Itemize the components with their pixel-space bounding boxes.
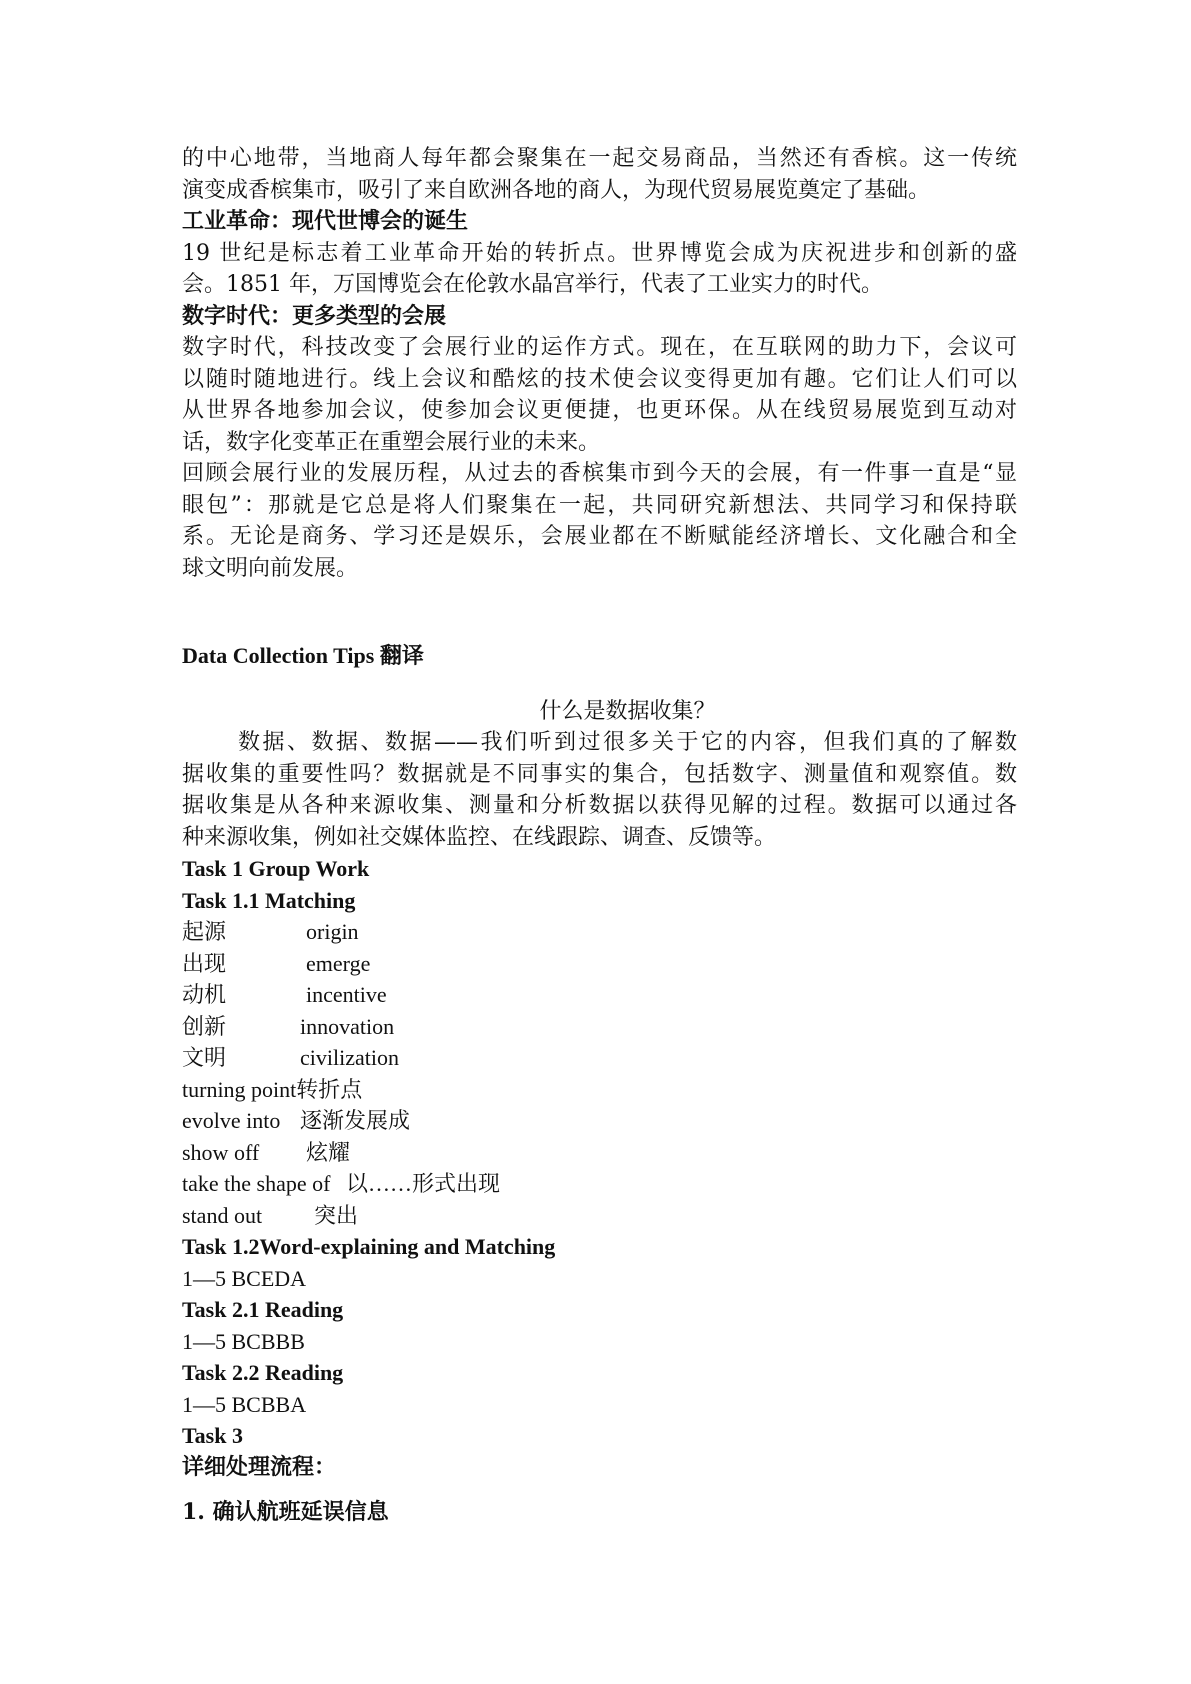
vocab-term: show off bbox=[182, 1139, 260, 1165]
document-page bbox=[182, 143, 1017, 1529]
vocab-translation: 转折点 bbox=[296, 1076, 363, 1102]
vocab-term: turning point bbox=[182, 1076, 297, 1102]
data-collection-heading: Data Collection Tips 翻译 bbox=[182, 643, 424, 668]
section-heading-industrial: 工业革命：现代世博会的诞生 bbox=[182, 208, 469, 234]
text-line: 从世界各地参加会议，使参加会议更便捷，也更环保。从在线贸易展览到互动对 bbox=[182, 398, 1017, 423]
text-line: 眼包”：那就是它总是将人们聚集在一起，共同研究新想法、共同学习和保持联 bbox=[182, 492, 1017, 518]
text-line: 球文明向前发展。 bbox=[182, 555, 359, 581]
vocab-list bbox=[182, 916, 1017, 1231]
text-line: 会。1851 年，万国博览会在伦敦水晶宫举行，代表了工业实力的时代。 bbox=[182, 272, 883, 297]
vocab-term: 动机 bbox=[182, 982, 227, 1007]
conclusion-paragraph bbox=[182, 458, 1017, 584]
text-line: 话，数字化变革正在重塑会展行业的未来。 bbox=[182, 429, 601, 455]
vocab-row bbox=[182, 1042, 1017, 1074]
digital-paragraph bbox=[182, 332, 1017, 458]
text-line: 以随时随地进行。线上会议和酷炫的技术使会议变得更加有趣。它们让人们可以 bbox=[182, 366, 1017, 392]
task21-heading: Task 2.1 Reading bbox=[182, 1297, 344, 1322]
industrial-paragraph bbox=[182, 238, 1017, 301]
task11-heading: Task 1.1 Matching bbox=[182, 887, 356, 913]
text-line: 的中心地带，当地商人每年都会聚集在一起交易商品，当然还有香槟。这一传统 bbox=[182, 146, 1017, 171]
text-line: 数据、数据、数据——我们听到过很多关于它的内容，但我们真的了解数 bbox=[238, 730, 1017, 755]
vocab-row bbox=[182, 948, 1017, 980]
text-line: 回顾会展行业的发展历程，从过去的香槟集市到今天的会展，有一件事一直是“显 bbox=[182, 461, 1017, 486]
task12-heading: Task 1.2Word-explaining and Matching bbox=[182, 1234, 556, 1259]
text-line: 种来源收集，例如社交媒体监控、在线跟踪、调查、反馈等。 bbox=[182, 824, 777, 850]
task3-heading: Task 3 bbox=[182, 1423, 243, 1448]
vocab-term: 出现 bbox=[182, 950, 227, 976]
vocab-translation: civilization bbox=[300, 1045, 399, 1070]
step1-heading: 1. 确认航班延误信息 bbox=[182, 1499, 389, 1525]
vocab-translation: emerge bbox=[306, 950, 371, 976]
text-line: 演变成香槟集市，吸引了来自欧洲各地的商人，为现代贸易展览奠定了基础。 bbox=[182, 177, 931, 203]
task22-heading: Task 2.2 Reading bbox=[182, 1360, 344, 1385]
vocab-row bbox=[182, 1168, 1017, 1200]
vocab-row bbox=[182, 916, 1017, 948]
vocab-term: 起源 bbox=[182, 919, 227, 944]
vocab-translation: 逐渐发展成 bbox=[300, 1108, 411, 1133]
vocab-translation: 炫耀 bbox=[306, 1139, 351, 1165]
process-heading: 详细处理流程： bbox=[182, 1453, 337, 1480]
vocab-translation: 以……形式出现 bbox=[346, 1171, 501, 1196]
text-line: 据收集的重要性吗？数据就是不同事实的集合，包括数字、测量值和观察值。数 bbox=[182, 761, 1017, 787]
vocab-translation: innovation bbox=[300, 1013, 395, 1039]
vocab-term: stand out bbox=[182, 1202, 263, 1228]
vocab-translation: 突出 bbox=[314, 1202, 359, 1228]
vocab-translation: incentive bbox=[306, 982, 387, 1007]
data-collection-paragraph bbox=[182, 727, 1017, 853]
vocab-row bbox=[182, 979, 1017, 1011]
vocab-term: 创新 bbox=[182, 1013, 227, 1039]
vocab-term: evolve into bbox=[182, 1108, 281, 1133]
vocab-term: 文明 bbox=[182, 1045, 227, 1070]
vocab-row bbox=[182, 1200, 1017, 1232]
text-line: 据收集是从各种来源收集、测量和分析数据以获得见解的过程。数据可以通过各 bbox=[182, 793, 1017, 818]
task21-answer: 1—5 BCBBB bbox=[182, 1328, 305, 1354]
text-line: 19 世纪是标志着工业革命开始的转折点。世界博览会成为庆祝进步和创新的盛 bbox=[182, 240, 1017, 266]
task22-answer: 1—5 BCBBA bbox=[182, 1391, 307, 1417]
vocab-row bbox=[182, 1137, 1017, 1169]
text-line: 数字时代，科技改变了会展行业的运作方式。现在，在互联网的助力下，会议可 bbox=[182, 335, 1017, 360]
vocab-row bbox=[182, 1105, 1017, 1137]
vocab-row bbox=[182, 1011, 1017, 1043]
intro-paragraph bbox=[182, 143, 1017, 206]
vocab-term: take the shape of bbox=[182, 1171, 331, 1196]
section-heading-digital: 数字时代：更多类型的会展 bbox=[182, 302, 447, 329]
vocab-row bbox=[182, 1074, 1017, 1106]
task1-heading: Task 1 Group Work bbox=[182, 856, 370, 881]
data-collection-title: 什么是数据收集？ bbox=[539, 698, 716, 724]
text-line: 系。无论是商务、学习还是娱乐，会展业都在不断赋能经济增长、文化融合和全 bbox=[182, 524, 1017, 549]
vocab-translation: origin bbox=[306, 919, 359, 944]
task12-answer: 1—5 BCEDA bbox=[182, 1265, 307, 1291]
